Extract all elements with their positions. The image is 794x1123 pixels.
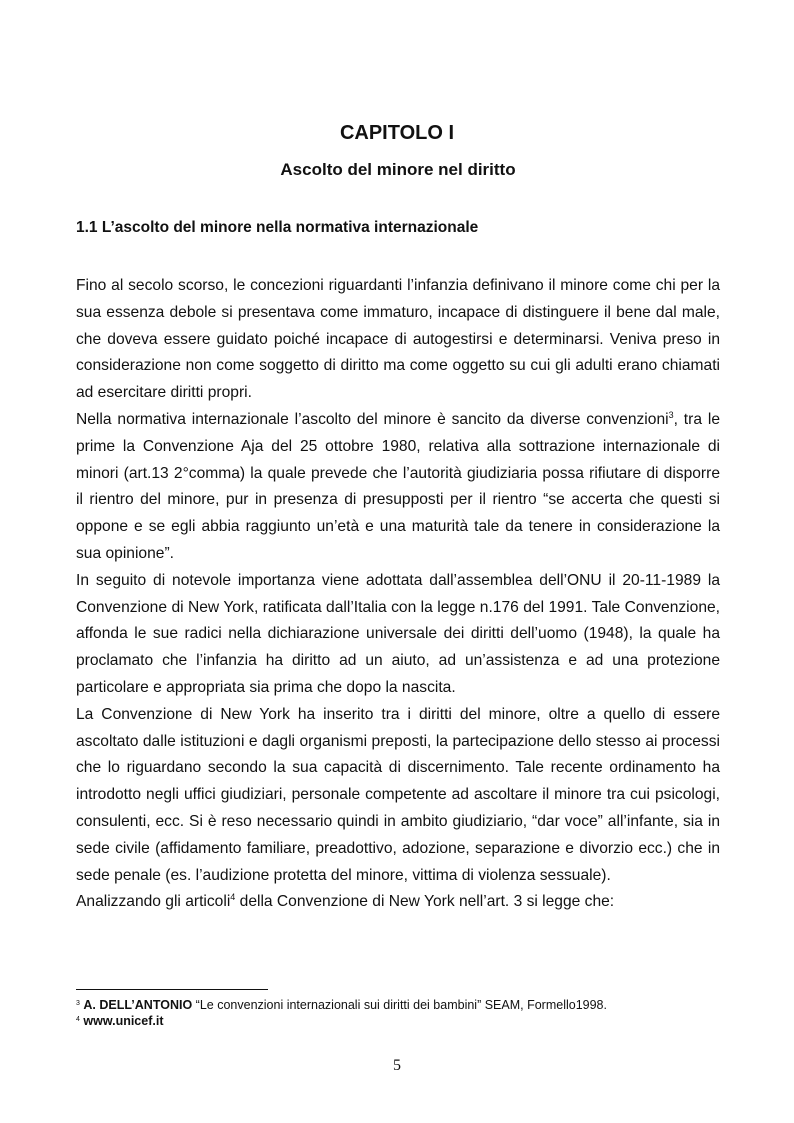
footnote-4-link[interactable]: www.unicef.it [83, 1014, 164, 1028]
paragraph-4: La Convenzione di New York ha inserito tra i diritti del minore, oltre a quello di essere ascoltato dalle istituzioni e dagli organismi preposti, la partecipazione dello stesso ai processi che lo riguardano secondo la sua capacità di discernimento. Tale recente ordinamento ha introdotto negli uffici giudiziari, personale competente ad ascoltare il minore tra cui psicologi, consulenti, ecc. Si è reso necessario quindi in ambito giudiziario, “dar voce” all’infante, sia in sede civile (affidamento familiare, preadottivo, adozione, separazione e divorzio ecc.) che in sede penale (es. l’audizione protetta del minore, vittima di violenza sessuale). [76, 705, 720, 884]
footnote-divider [76, 989, 268, 990]
footnote-3-marker: 3 [76, 1000, 80, 1007]
footnote-3 [76, 997, 720, 1013]
paragraph-3: In seguito di notevole importanza viene adottata dall’assemblea dell’ONU il 20-11-1989 la Convenzione di New York, ratificata dall’Italia con la legge n.176 del 1991. Tale Convenzione, affonda le sue radici nella dichiarazione universale dei diritti dell’uomo (1948), la quale ha proclamato che l’infanzia ha diritto ad un aiuto, ad un’assistenza e ad una protezione particolare e appropriata sia prima che dopo la nascita. [76, 571, 720, 696]
chapter-subtitle: Ascolto del minore nel diritto [280, 160, 516, 179]
footnotes [76, 997, 720, 1029]
chapter-title: CAPITOLO I [339, 122, 455, 144]
paragraph-1: Fino al secolo scorso, le concezioni riguardanti l’infanzia definivano il minore come chi per la sua essenza debole si presentava come immaturo, incapace di distinguere il bene dal male, che doveva essere guidato poiché incapace di autogestirsi e determinarsi. Veniva preso in considerazione non come soggetto di diritto ma come oggetto su cui gli adulti erano chiamati ad esercitare diritti propri. [76, 277, 720, 402]
paragraph-2-text-b: , tra le prime la Convenzione Aja del 25 ottobre 1980, relativa alla sottrazione internazionale di minori (art.13 2°comma) la quale prevede che l’autorità giudiziaria possa rifiutare di disporre il rientro del minore, pur in presenza di presupposti per il rientro “se accerta che questi si oppone e se egli abbia raggiunto un’età e una maturità tale da tenere in considerazione la sua opinione”. [76, 410, 721, 562]
footnote-ref-3: 3 [668, 409, 674, 420]
paragraph-2-text-a: Nella normativa internazionale l’ascolto del minore è sancito da diverse convenzioni [76, 410, 669, 428]
paragraph-5-text-a: Analizzando gli articoli [76, 893, 231, 911]
footnote-3-text: “Le convenzioni internazionali sui diritti dei bambini” SEAM, Formello1998. [192, 998, 607, 1012]
footnote-4-marker: 4 [76, 1016, 80, 1023]
body-text [76, 273, 720, 916]
footnote-3-author: A. DELL’ANTONIO [83, 998, 193, 1012]
paragraph-2 [76, 407, 720, 568]
section-heading: 1.1 L’ascolto del minore nella normativa internazionale [76, 219, 479, 236]
paragraph-5-text-b: della Convenzione di New York nell’art. 3 si legge che: [235, 893, 615, 911]
page-number: 5 [393, 1057, 401, 1074]
paragraph-5 [76, 889, 720, 916]
footnote-ref-4: 4 [230, 892, 236, 903]
footnote-4 [76, 1013, 720, 1029]
